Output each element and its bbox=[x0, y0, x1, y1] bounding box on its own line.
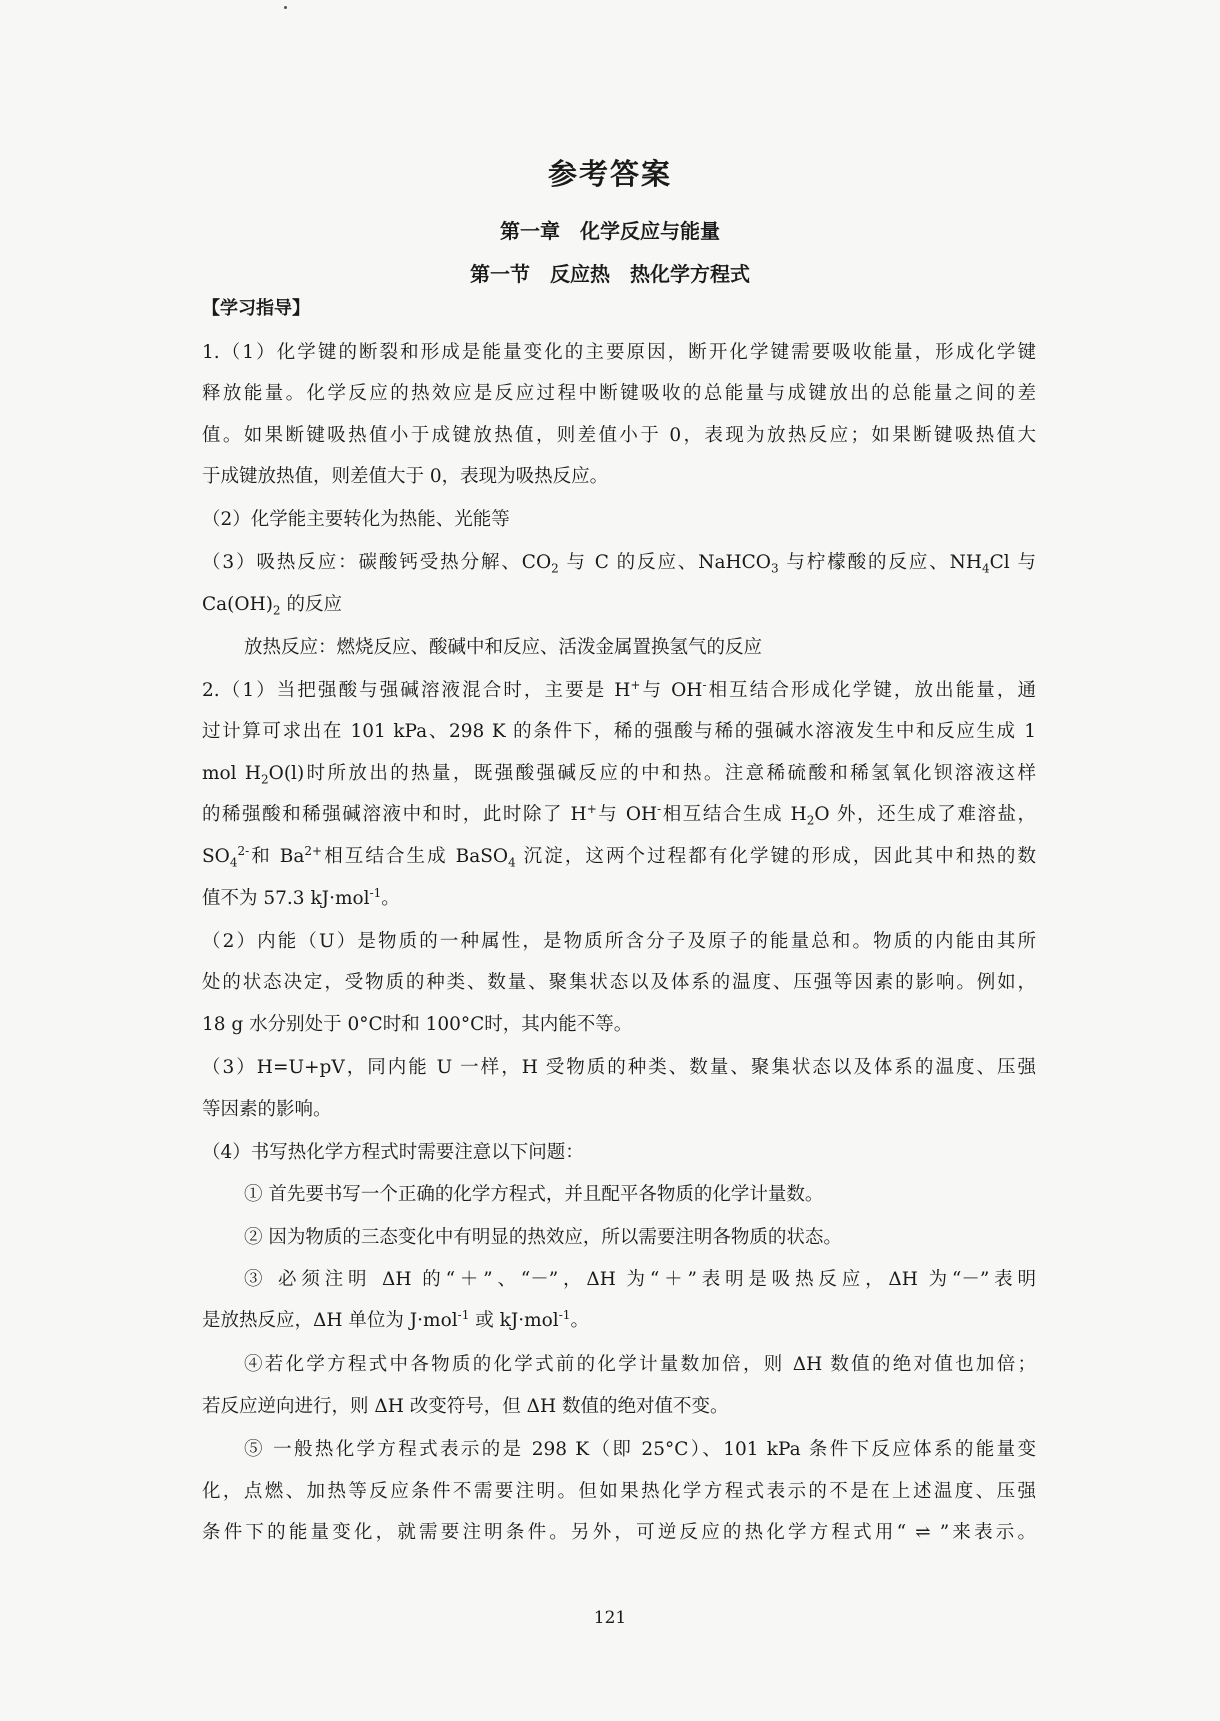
page-number: 121 bbox=[593, 1608, 627, 1628]
list-item: ⑤ 一般热化学方程式表示的是 298 K（即 25°C）、101 kPa 条件下反应体系的能量变 bbox=[244, 1439, 1036, 1460]
text-line: 等因素的影响。 bbox=[202, 1099, 332, 1120]
list-item: ② 因为物质的三态变化中有明显的热效应，所以需要注明各物质的状态。 bbox=[244, 1227, 842, 1248]
chapter-heading: 第一章 化学反应与能量 bbox=[500, 219, 720, 243]
text-line: 1.（1）化学键的断裂和形成是能量变化的主要原因，断开化学键需要吸收能量，形成化学键 bbox=[202, 342, 1036, 363]
list-item: ④若化学方程式中各物质的化学式前的化学计量数加倍，则 ΔH 数值的绝对值也加倍； bbox=[244, 1354, 1036, 1375]
text-line: $Ca(OH)_2$ 的反应 bbox=[202, 594, 342, 618]
text-line: 条件下的能量变化，就需要注明条件。另外，可逆反应的热化学方程式用“ ⇌ ”来表示。 bbox=[202, 1522, 1036, 1543]
text-line: 2.（1）当把强酸与强碱溶液混合时，主要是 H+与 OH-相互结合形成化学键，放出能量，通 bbox=[202, 677, 1036, 701]
text-line: 值不为 57.3 kJ·mol$^{-1}$。 bbox=[202, 885, 400, 909]
text-line: 是放热反应，ΔH 单位为 J·mol$^{-1}$ 或 kJ·mol$^{-1}$。 bbox=[202, 1307, 589, 1331]
text-line: （3）吸热反应：碳酸钙受热分解、$CO_2$ 与 C 的反应、NaHCO$_3$ 与柠檬酸的反应、$NH_4Cl$ 与 bbox=[202, 552, 1037, 576]
text-line: 于成键放热值，则差值大于 0，表现为吸热反应。 bbox=[202, 466, 609, 487]
text-line: 放热反应：燃烧反应、酸碱中和反应、活泼金属置换氢气的反应 bbox=[244, 637, 763, 658]
text-line: 18 g 水分别处于 0°C时和 100°C时，其内能不等。 bbox=[202, 1014, 633, 1035]
list-item: ① 首先要书写一个正确的化学方程式，并且配平各物质的化学计量数。 bbox=[244, 1184, 824, 1205]
text-line: 的稀强酸和稀强碱溶液中和时，此时除了 H+与 OH-相互结合生成 $H_2O$ 外，还生成了难溶盐， bbox=[202, 801, 1037, 828]
text-line: mol $H_2O(l)$时所放出的热量，既强酸强碱反应的中和热。注意稀硫酸和稀氢氧化钡溶液这样 bbox=[202, 763, 1036, 787]
text-line: 若反应逆向进行，则 ΔH 改变符号，但 ΔH 数值的绝对值不变。 bbox=[202, 1396, 729, 1417]
guide-heading: 【学习指导】 bbox=[202, 298, 310, 319]
text-line: $SO_4^{2-}$和 $Ba^{2+}$相互结合生成 BaSO$_4$ 沉淀，这两个过程都有化学键的形成，因此其中和热的数 bbox=[202, 843, 1036, 870]
text-line: 处的状态决定，受物质的种类、数量、聚集状态以及体系的温度、压强等因素的影响。例如， bbox=[202, 972, 1036, 993]
text-line: 释放能量。化学反应的热效应是反应过程中断键吸收的总能量与成键放出的总能量之间的差 bbox=[202, 383, 1036, 404]
page-title: 参考答案 bbox=[547, 157, 672, 191]
text-line: 化，点燃、加热等反应条件不需要注明。但如果热化学方程式表示的不是在上述温度、压强 bbox=[202, 1481, 1036, 1502]
text-line: （2）内能（U）是物质的一种属性，是物质所含分子及原子的能量总和。物质的内能由其所 bbox=[202, 931, 1036, 952]
section-heading: 第一节 反应热 热化学方程式 bbox=[470, 262, 750, 286]
text-line: （4）书写热化学方程式时需要注意以下问题： bbox=[202, 1142, 584, 1163]
text-line: （2）化学能主要转化为热能、光能等 bbox=[202, 509, 510, 530]
text-line: 过计算可求出在 101 kPa、298 K 的条件下，稀的强酸与稀的强碱水溶液发生中和反应生成 1 bbox=[202, 721, 1036, 742]
text-line: 值。如果断键吸热值小于成键放热值，则差值小于 0，表现为放热反应；如果断键吸热值大 bbox=[202, 425, 1036, 446]
list-item: ③ 必须注明 ΔH 的“＋”、“－”，ΔH 为“＋”表明是吸热反应，ΔH 为“－”表明 bbox=[244, 1269, 1036, 1290]
text-line: （3）H=U+pV，同内能 U 一样，H 受物质的种类、数量、聚集状态以及体系的温度、压强 bbox=[202, 1057, 1036, 1078]
scan-speck bbox=[284, 6, 287, 9]
